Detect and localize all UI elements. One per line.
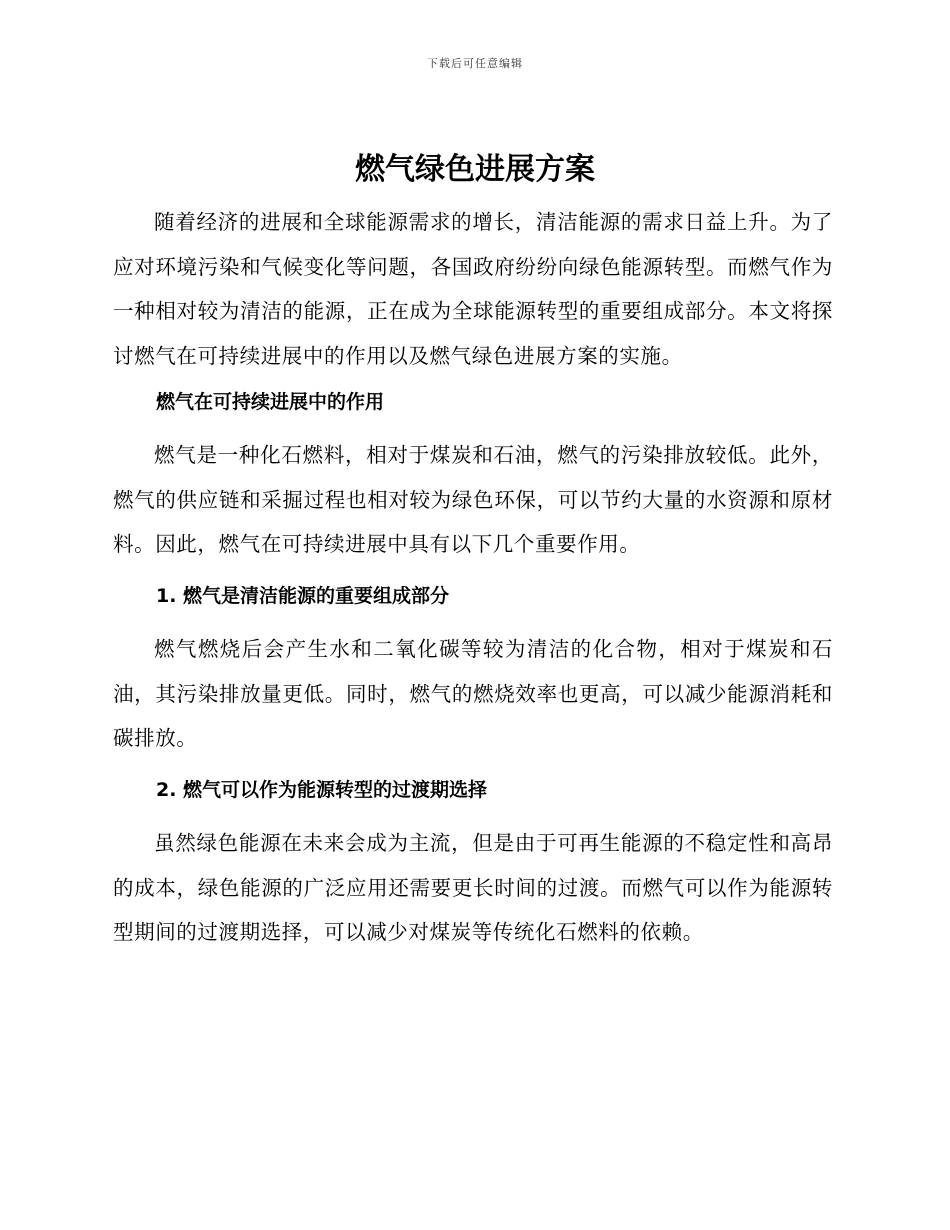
item2-body-block (113, 821, 833, 955)
item1-heading-block (113, 581, 833, 611)
document-title: 燃气绿色进展方案 (355, 152, 595, 187)
intro-paragraph: 随着经济的进展和全球能源需求的增长，清洁能源的需求日益上升。为了应对环境污染和气候变化等问题，各国政府纷纷向绿色能源转型。而燃气作为一种相对较为清洁的能源，正在成为全球能源转型的重要组成部分。本文将探讨燃气在可持续进展中的作用以及燃气绿色进展方案的实施。 (113, 210, 833, 368)
section-paragraph: 燃气是一种化石燃料，相对于煤炭和石油，燃气的污染排放较低。此外，燃气的供应链和采掘过程也相对较为绿色环保，可以节约大量的水资源和原材料。因此，燃气在可持续进展中具有以下几个重要作用。 (113, 443, 833, 556)
item2-paragraph: 虽然绿色能源在未来会成为主流，但是由于可再生能源的不稳定性和高昂的成本，绿色能源的广泛应用还需要更长时间的过渡。而燃气可以作为能源转型期间的过渡期选择，可以减少对煤炭等传统化石燃料的依赖。 (113, 831, 833, 944)
item2-heading-block (113, 775, 833, 805)
item1-heading: 1. 燃气是清洁能源的重要组成部分 (156, 585, 450, 607)
header-note: 下载后可任意编辑 (427, 57, 523, 70)
item1-body-block (113, 627, 833, 761)
section-heading: 燃气在可持续进展中的作用 (156, 391, 385, 413)
item1-paragraph: 燃气燃烧后会产生水和二氧化碳等较为清洁的化合物，相对于煤炭和石油，其污染排放量更低。同时，燃气的燃烧效率也更高，可以减少能源消耗和碳排放。 (113, 637, 833, 750)
section1-heading-block (113, 387, 833, 417)
section1-body-block (113, 433, 833, 567)
item2-heading: 2. 燃气可以作为能源转型的过渡期选择 (156, 779, 488, 801)
intro-block (113, 200, 833, 378)
